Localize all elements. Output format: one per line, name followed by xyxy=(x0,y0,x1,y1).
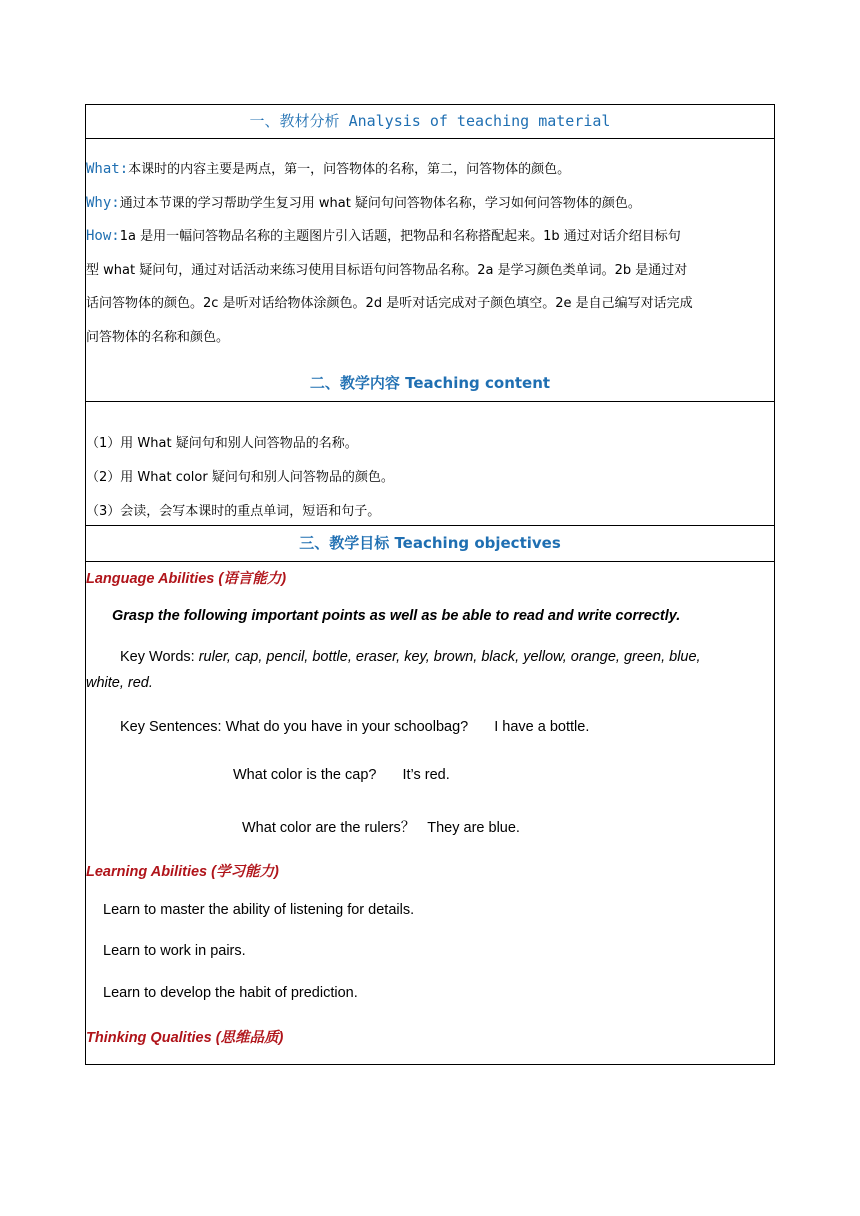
thinking-qualities-heading: Thinking Qualities (思维品质) xyxy=(86,1030,284,1046)
lesson-plan-table xyxy=(85,104,775,1065)
key-words-label: Key Words: xyxy=(120,649,199,665)
key-sentence-3 xyxy=(242,816,520,837)
how-key: How: xyxy=(86,228,120,244)
learning-item-1: Learn to master the ability of listening for details. xyxy=(103,902,415,918)
learning-item-3: Learn to develop the habit of prediction. xyxy=(103,985,358,1001)
objectives-header: 三、教学目标 Teaching objectives xyxy=(85,525,775,562)
how-line xyxy=(86,220,774,254)
analysis-body xyxy=(85,139,775,367)
key-sentence-1 xyxy=(120,719,589,735)
how-text-1: 1a 是用一幅问答物品名称的主题图片引入话题，把物品和名称搭配起来。1b 通过对话介绍目标句 xyxy=(119,229,681,244)
key-sentence-2-answer: It’s red. xyxy=(402,767,450,783)
content-body xyxy=(85,402,775,525)
key-words-list: ruler, cap, pencil, bottle, eraser, key, brown, black, yellow, orange, green, blue, xyxy=(198,649,701,665)
how-text-2: 型 what 疑问句，通过对话活动来练习使用目标语句问答物品名称。2a 是学习颜色类单词。2b 是通过对 xyxy=(86,262,688,278)
content-header: 二、教学内容 Teaching content xyxy=(85,367,775,402)
what-text: 本课时的内容主要是两点，第一，问答物体的名称，第二，问答物体的颜色。 xyxy=(128,162,571,177)
analysis-header: 一、教材分析 Analysis of teaching material xyxy=(85,104,775,139)
how-text-4: 问答物体的名称和颜色。 xyxy=(86,329,230,345)
content-item-2: （2）用 What color 疑问句和别人问答物品的颜色。 xyxy=(86,470,394,485)
what-key: What: xyxy=(86,161,129,177)
why-line xyxy=(86,187,774,221)
key-sentence-1-question: Key Sentences: What do you have in your schoolbag? xyxy=(120,719,469,735)
language-abilities-heading: Language Abilities (语言能力) xyxy=(86,571,287,587)
how-text-3: 话问答物体的颜色。2c 是听对话给物体涂颜色。2d 是听对话完成对子颜色填空。2e 是自己编写对话完成 xyxy=(86,296,693,311)
learning-item-2: Learn to work in pairs. xyxy=(103,943,246,959)
why-key: Why: xyxy=(86,194,120,211)
key-sentence-1-answer: I have a bottle. xyxy=(494,719,590,735)
what-line xyxy=(86,153,774,187)
key-sentence-2 xyxy=(233,767,450,783)
learning-abilities-heading: Learning Abilities (学习能力) xyxy=(86,864,279,880)
objectives-body xyxy=(85,562,775,1065)
content-item-3: （3）会读，会写本课时的重点单词，短语和句子。 xyxy=(86,504,381,519)
key-sentence-3-answer: They are blue. xyxy=(427,820,520,836)
why-text: 通过本节课的学习帮助学生复习用 what 疑问句问答物体名称，学习如何问答物体的颜色。 xyxy=(119,195,641,211)
content-item-1: （1）用 What 疑问句和别人问答物品的名称。 xyxy=(86,436,358,451)
grasp-statement: Grasp the following important points as well as be able to read and write correctly. xyxy=(112,608,681,624)
key-sentence-3-question: What color are the rulers？ xyxy=(242,820,416,836)
key-words-line xyxy=(120,649,701,665)
key-words-list-cont: white, red. xyxy=(86,675,153,691)
key-sentence-2-question: What color is the cap? xyxy=(233,767,377,783)
